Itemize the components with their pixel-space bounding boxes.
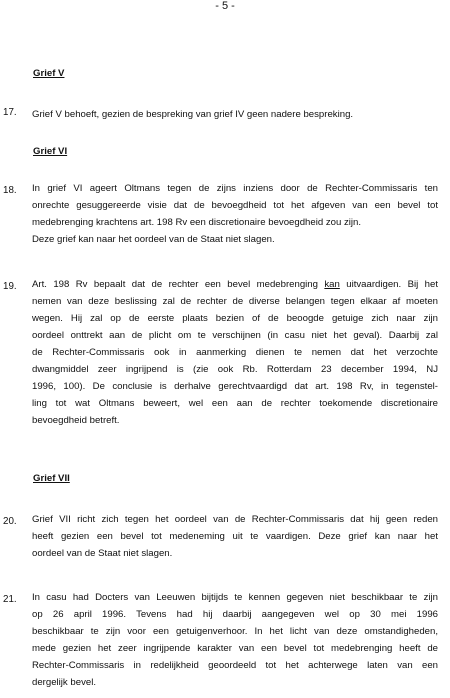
- paragraph-17: [32, 106, 438, 123]
- paragraph-number-20: 20.: [3, 516, 17, 527]
- paragraph-19-line-1-end: uitvaardigen. Bij het: [339, 279, 439, 290]
- paragraph-19-line: ling tot wat Oltmans beweert, wel een aan de rechter toekomende discretionaire: [32, 398, 438, 409]
- paragraph-18-line: Deze grief kan naar het oordeel van de Staat niet slagen.: [32, 234, 275, 245]
- paragraph-21-line: beschikbaar te zijn voor een getuigenverhoor. In het licht van deze omstandigheden,: [32, 626, 438, 637]
- section-heading-grief-v: Grief V: [33, 68, 65, 79]
- paragraph-20: [32, 511, 438, 562]
- paragraph-20-line: heeft gezien een bevel tot medeneming uit te vaardigen. Deze grief kan naar het: [32, 531, 438, 542]
- page-number: - 5 -: [215, 0, 235, 12]
- paragraph-18-line: medebrenging krachtens art. 198 Rv een discretionaire bevoegdheid zou zijn.: [32, 217, 362, 228]
- paragraph-18: [32, 180, 438, 248]
- paragraph-21: [32, 589, 438, 691]
- paragraph-19-line: bevoegdheid betreft.: [32, 415, 120, 426]
- paragraph-19-line: de Rechter-Commissaris ook in aanmerking dienen te nemen dat het verzochte: [32, 347, 438, 358]
- paragraph-17-line: Grief V behoeft, gezien de bespreking van grief IV geen nadere bespreking.: [32, 109, 354, 120]
- paragraph-19-line: 1996, 100). De conclusie is derhalve gerechtvaardigd dat art. 198 Rv, in tegenstel-: [32, 381, 438, 392]
- paragraph-19-line: oordeel onttrekt aan de plicht om te verschijnen (in casu niet het geval). Daarbij zal: [32, 330, 438, 341]
- paragraph-18-line: In grief VI ageert Oltmans tegen de zijns inziens door de Rechter-Commissaris ten: [32, 183, 438, 194]
- paragraph-number-21: 21.: [3, 594, 17, 605]
- paragraph-19-line-1: [32, 276, 438, 293]
- paragraph-21-line: dergelijk bevel.: [32, 677, 96, 688]
- paragraph-20-line: oordeel van de Staat niet slagen.: [32, 548, 173, 559]
- paragraph-21-line: Rechter-Commissaris in redelijkheid geoordeeld tot het achterwege laten van een: [32, 660, 438, 671]
- paragraph-number-19: 19.: [3, 281, 17, 292]
- paragraph-18-line: onrechte gesuggereerde visie dat de bevoegdheid tot het afgeven van een bevel tot: [32, 200, 438, 211]
- paragraph-19-line: nemen van deze beslissing zal de rechter de diverse belangen tegen elkaar af moeten: [32, 296, 438, 307]
- paragraph-19-line-1-start: Art. 198 Rv bepaalt dat de rechter een bevel medebrenging: [32, 279, 325, 290]
- paragraph-19: [32, 276, 438, 429]
- paragraph-21-line: op 26 april 1996. Tevens had hij daarbij aangegeven wel op 30 mei 1996: [32, 609, 438, 620]
- section-heading-grief-vii: Grief VII: [33, 473, 70, 484]
- paragraph-19-line: wegen. Hij zal op de eerste plaats bezien of de beoogde getuige zich naar zijn: [32, 313, 438, 324]
- emphasis-kan: kan: [324, 279, 340, 290]
- paragraph-21-line: mede gezien het zeer ingrijpende karakter van een bevel tot medebrenging heeft de: [32, 643, 438, 654]
- paragraph-20-line: Grief VII richt zich tegen het oordeel van de Rechter-Commissaris dat hij geen reden: [32, 514, 438, 525]
- paragraph-21-line: In casu had Docters van Leeuwen bijtijds te kennen gegeven niet beschikbaar te zijn: [32, 592, 438, 603]
- paragraph-number-18: 18.: [3, 185, 17, 196]
- paragraph-number-17: 17.: [3, 107, 17, 118]
- paragraph-19-line: dwangmiddel zeer ingrijpend is (zie ook Rb. Rotterdam 23 december 1994, NJ: [32, 364, 438, 375]
- section-heading-grief-vi: Grief VI: [33, 146, 68, 157]
